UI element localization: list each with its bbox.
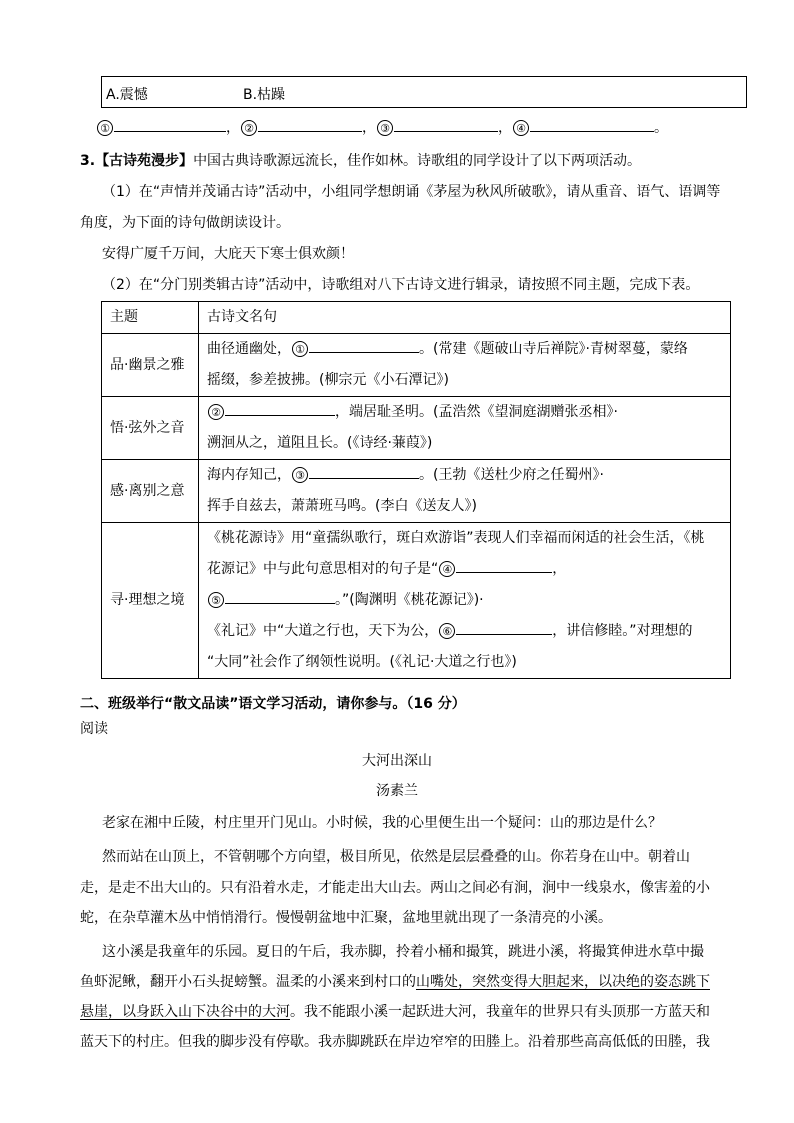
essay-author: 汤素兰	[376, 783, 418, 799]
line-text: 摇缀，参差披拂。(柳宗元《小石潭记》)	[207, 372, 449, 388]
line-text: 《礼记》中“大道之行也，天下为公，	[207, 623, 439, 639]
blank-number: ①	[292, 341, 308, 357]
read-label: 阅读	[80, 721, 108, 737]
blank-number: ③	[292, 467, 308, 483]
line-text: 。(王勃《送杜少府之任蜀州》·	[419, 467, 604, 483]
blank-number: ②	[208, 404, 224, 420]
blank-number: ④	[513, 120, 529, 136]
separator: ，	[226, 120, 240, 136]
row-theme: 感·离别之意	[102, 460, 199, 523]
line-text: 花源记》中与此句意思相对的句子是“	[207, 561, 439, 577]
question-number: 3.	[80, 153, 96, 169]
answer-blank-table-2[interactable]	[225, 401, 335, 416]
row-theme: 品·幽景之雅	[102, 334, 199, 397]
table-row	[102, 523, 731, 679]
answer-blank-4[interactable]	[530, 117, 654, 132]
row-theme: 悟·弦外之音	[102, 397, 199, 460]
section-2-heading: 二、班级举行“散文品读”语文学习活动，请你参与。（16 分）	[80, 696, 466, 712]
line-text: 挥手自兹去，萧萧班马鸣。(李白《送友人》)	[207, 498, 477, 514]
header-theme: 主题	[102, 302, 199, 334]
essay-paragraph-3-line	[80, 971, 710, 991]
essay-paragraph-3-line: 蓝天下的村庄。但我的脚步没有停歇。我赤脚跳跃在岸边窄窄的田塍上。沿着那些高高低低的田塍，我	[80, 1034, 710, 1050]
blank-number: ②	[241, 120, 257, 136]
answer-blank-table-3[interactable]	[309, 464, 419, 479]
blank-number: ④	[439, 561, 455, 577]
answer-blanks-row	[96, 117, 668, 137]
answer-blank-table-4[interactable]	[456, 558, 552, 573]
line-text: 溯洄从之，道阻且长。(《诗经·蒹葭》)	[207, 435, 433, 451]
answer-blank-table-6[interactable]	[456, 620, 552, 635]
q3-part1-line2: 角度，为下面的诗句做朗读设计。	[80, 215, 290, 231]
essay-paragraph-2-line: 蛇，在杂草灌木丛中悄悄滑行。慢慢朝盆地中汇聚，盆地里就出现了一条清亮的小溪。	[80, 910, 612, 926]
blank-number: ⑤	[208, 592, 224, 608]
line-text: “大同”社会作了纲领性说明。(《礼记·大道之行也》)	[207, 654, 517, 670]
essay-paragraph-2-line: 然而站在山顶上，不管朝哪个方向望，极目所见，依然是层层叠叠的山。你若身在山中。朝着山	[102, 849, 690, 865]
line-text: 曲径通幽处，	[207, 341, 291, 357]
essay-paragraph-1: 老家在湘中丘陵，村庄里开门见山。小时候，我的心里便生出一个疑问：山的那边是什么？	[102, 815, 662, 831]
table-row	[102, 334, 731, 397]
line-text: 。(常建《题破山寺后禅院》·青树翠蔓，蒙络	[419, 341, 688, 357]
option-b: B.枯躁	[243, 87, 286, 103]
underlined-text: 山嘴处，突然变得大胆起来，以决绝的姿态跳下	[416, 974, 710, 990]
answer-blank-table-1[interactable]	[309, 338, 419, 353]
blank-number: ③	[377, 120, 393, 136]
line-text: ，端居耻圣明。(孟浩然《望洞庭湖赠张丞相》·	[335, 404, 618, 420]
row-theme: 寻·理想之境	[102, 523, 199, 679]
table-header-row	[102, 302, 731, 334]
question-3-intro	[80, 150, 641, 170]
question-tag: 【古诗苑漫步】	[95, 153, 194, 169]
header-lines: 古诗文名句	[199, 302, 731, 334]
line-text: ，讲信修睦。”对理想的	[552, 623, 693, 639]
underlined-text: 悬崖，以身跃入山下决谷中的大河	[80, 1004, 290, 1020]
q3-verse: 安得广厦千万间，大庇天下寒士俱欢颜！	[102, 246, 354, 262]
row-lines	[199, 460, 731, 523]
line-text: 《桃花源诗》用“童孺纵歌行，斑白欢游诣”表现人们幸福而闲适的社会生活，《桃	[207, 530, 705, 546]
essay-title: 大河出深山	[362, 753, 432, 769]
blank-number: ⑥	[439, 623, 455, 639]
line-text: 。”(陶渊明《桃花源记》)·	[335, 592, 484, 608]
essay-paragraph-3-line	[80, 1001, 710, 1021]
separator: ，	[498, 120, 512, 136]
answer-blank-table-5[interactable]	[225, 589, 335, 604]
question-intro-text: 中国古典诗歌源远流长，佳作如林。诗歌组的同学设计了以下两项活动。	[193, 153, 642, 169]
answer-blank-3[interactable]	[394, 117, 498, 132]
row-lines	[199, 523, 731, 679]
q3-part1-line1: （1）在“声情并茂诵古诗”活动中，小组同学想朗诵《茅屋为秋风所破歌》，请从重音、语气、语调等	[102, 184, 721, 200]
option-a: A.震憾	[106, 87, 148, 103]
line-text: 。我不能跟小溪一起跃进大河，我童年的世界只有头顶那一方蓝天和	[290, 1004, 710, 1020]
poem-theme-table	[101, 301, 731, 679]
table-row	[102, 460, 731, 523]
option-box	[101, 76, 747, 108]
essay-paragraph-2-line: 走，是走不出大山的。只有沿着水走，才能走出大山去。两山之间必有涧，涧中一线泉水，像害羞的小	[80, 880, 710, 896]
line-text: 鱼虾泥鳅，翻开小石头捉螃蟹。温柔的小溪来到村口的	[80, 974, 416, 990]
answer-blank-2[interactable]	[258, 117, 362, 132]
answer-blank-1[interactable]	[114, 117, 226, 132]
q3-part2: （2）在“分门别类辑古诗”活动中，诗歌组对八下古诗文进行辑录，请按照不同主题，完成下表。	[102, 277, 700, 293]
blank-number: ①	[97, 120, 113, 136]
separator: ，	[362, 120, 376, 136]
essay-paragraph-3-line: 这小溪是我童年的乐园。夏日的午后，我赤脚，拎着小桶和撮箕，跳进小溪，将撮箕伸进水草中撮	[102, 944, 704, 960]
line-text: ，	[552, 561, 567, 577]
end-mark: 。	[654, 120, 668, 136]
row-lines	[199, 334, 731, 397]
line-text: 海内存知己，	[207, 467, 291, 483]
table-row	[102, 397, 731, 460]
row-lines	[199, 397, 731, 460]
